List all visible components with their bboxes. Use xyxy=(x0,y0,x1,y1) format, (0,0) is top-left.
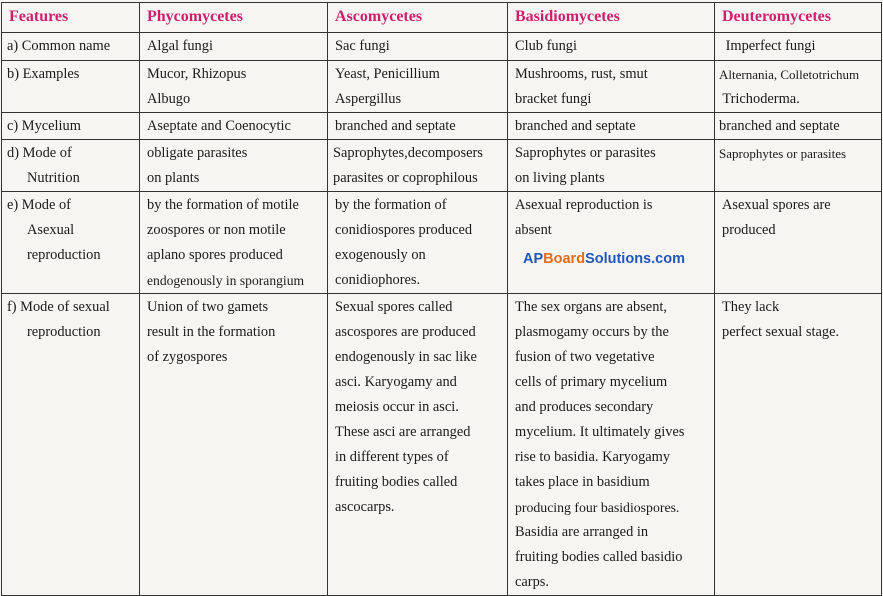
header-deuteromycetes: Deuteromycetes xyxy=(715,3,882,33)
header-features: Features xyxy=(2,3,140,33)
deuteromycetes-cell: Saprophytes or parasites xyxy=(715,140,882,192)
table-row xyxy=(2,33,882,61)
phycomycetes-cell: Mucor, Rhizopus Albugo xyxy=(140,61,328,113)
ascomycetes-cell: by the formation of conidiospores produced exogenously on conidiophores. xyxy=(328,192,508,294)
deuteromycetes-cell: Imperfect fungi xyxy=(715,33,882,61)
table-row xyxy=(2,192,882,294)
table-row xyxy=(2,140,882,192)
deuteromycetes-cell: Alternania, Colletotrichum Trichoderma. xyxy=(715,61,882,113)
feature-cell: e) Mode of Asexual reproduction xyxy=(2,192,140,294)
basidiomycetes-cell: branched and septate xyxy=(508,113,715,140)
ascomycetes-cell: Yeast, Penicillium Aspergillus xyxy=(328,61,508,113)
header-phycomycetes: Phycomycetes xyxy=(140,3,328,33)
feature-cell: c) Mycelium xyxy=(2,113,140,140)
ascomycetes-cell: Saprophytes,decomposers parasites or coprophilous xyxy=(328,140,508,192)
basidiomycetes-cell: Club fungi xyxy=(508,33,715,61)
basidiomycetes-cell: Mushrooms, rust, smut bracket fungi xyxy=(508,61,715,113)
basidiomycetes-cell: Asexual reproduction is absent APBoardSolutions.com xyxy=(508,192,715,294)
table-row xyxy=(2,294,882,596)
phycomycetes-cell: Union of two gamets result in the formation of zygospores xyxy=(140,294,328,596)
deuteromycetes-cell: Asexual spores are produced xyxy=(715,192,882,294)
ascomycetes-cell: Sexual spores called ascospores are produced endogenously in sac like asci. Karyogamy and meiosis occur in asci. These asci are arranged in different types of fruiting bodies called ascocarps. xyxy=(328,294,508,596)
deuteromycetes-cell: They lack perfect sexual stage. xyxy=(715,294,882,596)
phycomycetes-cell: obligate parasites on plants xyxy=(140,140,328,192)
phycomycetes-cell: by the formation of motile zoospores or non motile aplano spores produced endogenously in sporangium xyxy=(140,192,328,294)
table-row xyxy=(2,113,882,140)
fungi-comparison-table xyxy=(1,2,882,596)
table-row xyxy=(2,61,882,113)
header-basidiomycetes: Basidiomycetes xyxy=(508,3,715,33)
header-ascomycetes: Ascomycetes xyxy=(328,3,508,33)
deuteromycetes-cell: branched and septate xyxy=(715,113,882,140)
basidiomycetes-cell: The sex organs are absent, plasmogamy occurs by the fusion of two vegetative cells of primary mycelium and produces secondary mycelium. It ultimately gives rise to basidia. Karyogamy takes place in basidium producing four basidiospores. Basidia are arranged in fruiting bodies called basidio carps. xyxy=(508,294,715,596)
ascomycetes-cell: Sac fungi xyxy=(328,33,508,61)
header-row xyxy=(2,3,882,33)
phycomycetes-cell: Algal fungi xyxy=(140,33,328,61)
basidiomycetes-cell: Saprophytes or parasites on living plants xyxy=(508,140,715,192)
feature-cell: d) Mode of Nutrition xyxy=(2,140,140,192)
phycomycetes-cell: Aseptate and Coenocytic xyxy=(140,113,328,140)
feature-cell: f) Mode of sexual reproduction xyxy=(2,294,140,596)
watermark-logo: APBoardSolutions.com xyxy=(523,251,685,267)
feature-cell: a) Common name xyxy=(2,33,140,61)
feature-cell: b) Examples xyxy=(2,61,140,113)
ascomycetes-cell: branched and septate xyxy=(328,113,508,140)
